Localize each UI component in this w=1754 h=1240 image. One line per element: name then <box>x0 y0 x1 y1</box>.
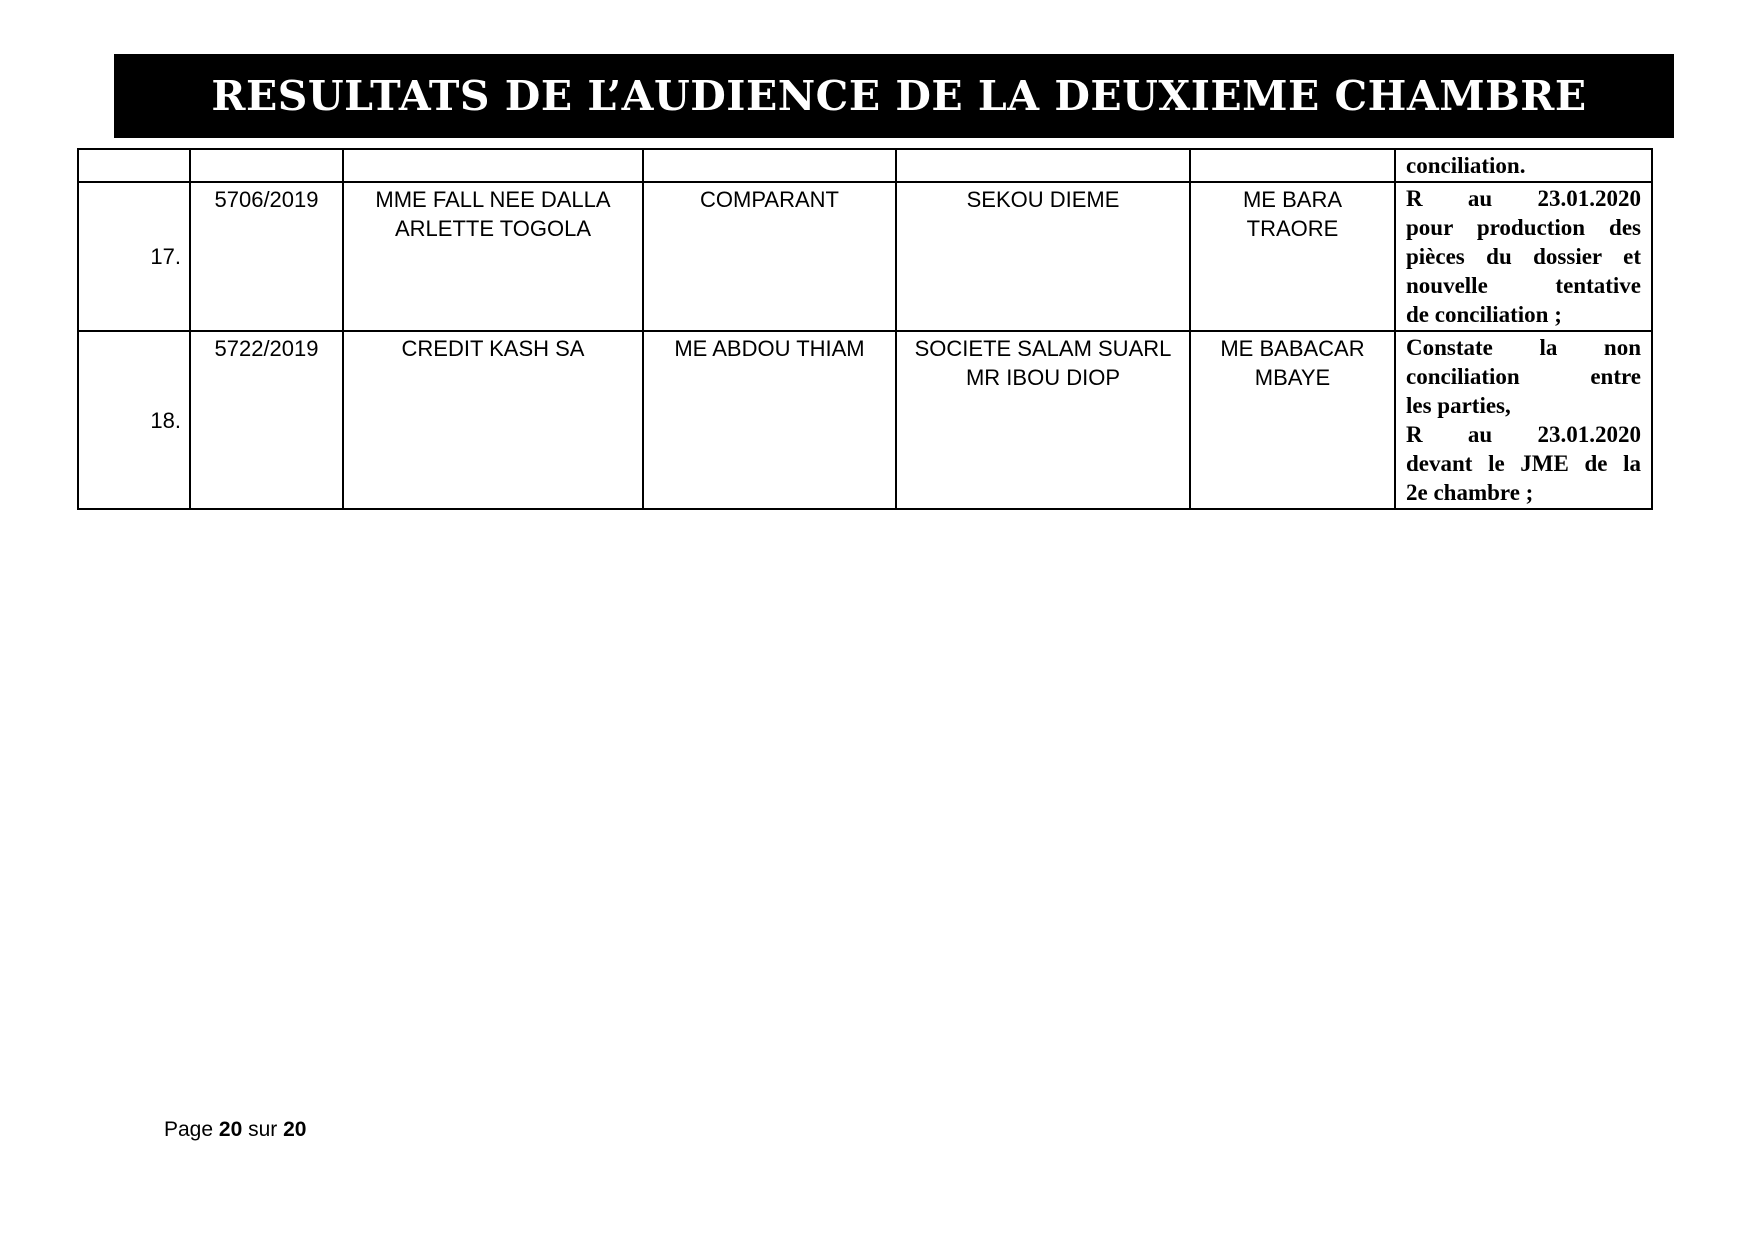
counsel2-cell: ME BABACAR MBAYE <box>1190 331 1395 509</box>
case-number-cell <box>78 149 190 182</box>
decision-cell <box>1395 182 1652 331</box>
decision-line: conciliation. <box>1406 153 1526 178</box>
decision-line: conciliation entre <box>1406 364 1641 389</box>
page-separator: sur <box>248 1118 278 1141</box>
decision-line: R au 23.01.2020 <box>1406 186 1641 211</box>
title-banner <box>114 54 1674 138</box>
page-title: RESULTATS DE L’AUDIENCE DE LA DEUXIEME CHAMBRE <box>211 72 1587 120</box>
table-row <box>78 182 1652 331</box>
party2-cell <box>896 149 1190 182</box>
total-pages-number: 20 <box>283 1118 307 1141</box>
party2-cell: SEKOU DIEME <box>896 182 1190 331</box>
decision-line: devant le JME de la <box>1406 451 1641 476</box>
decision-line: Constate la non <box>1406 335 1641 360</box>
docket-cell <box>190 149 343 182</box>
current-page-number: 20 <box>218 1118 243 1141</box>
decision-line: pièces du dossier et <box>1406 244 1641 269</box>
page-footer <box>164 1118 306 1142</box>
counsel1-cell: ME ABDOU THIAM <box>643 331 896 509</box>
table-row <box>78 149 1652 182</box>
decision-line: les parties, <box>1406 393 1511 418</box>
counsel1-cell: COMPARANT <box>643 182 896 331</box>
decision-line: de conciliation ; <box>1406 302 1562 327</box>
case-number-cell: 17. <box>78 182 190 331</box>
docket-cell: 5706/2019 <box>190 182 343 331</box>
party1-cell: CREDIT KASH SA <box>343 331 643 509</box>
counsel2-cell: ME BARA TRAORE <box>1190 182 1395 331</box>
party1-cell <box>343 149 643 182</box>
hearing-results-table <box>77 148 1653 510</box>
page-label: Page <box>164 1118 214 1141</box>
docket-cell: 5722/2019 <box>190 331 343 509</box>
party1-cell: MME FALL NEE DALLA ARLETTE TOGOLA <box>343 182 643 331</box>
decision-line: pour production des <box>1406 215 1641 240</box>
counsel2-cell <box>1190 149 1395 182</box>
decision-line: R au 23.01.2020 <box>1406 422 1641 447</box>
counsel1-cell <box>643 149 896 182</box>
decision-cell <box>1395 149 1652 182</box>
case-number-cell: 18. <box>78 331 190 509</box>
decision-cell <box>1395 331 1652 509</box>
party2-cell: SOCIETE SALAM SUARL MR IBOU DIOP <box>896 331 1190 509</box>
decision-line: nouvelle tentative <box>1406 273 1641 298</box>
table-row <box>78 331 1652 509</box>
decision-line: 2e chambre ; <box>1406 480 1534 505</box>
